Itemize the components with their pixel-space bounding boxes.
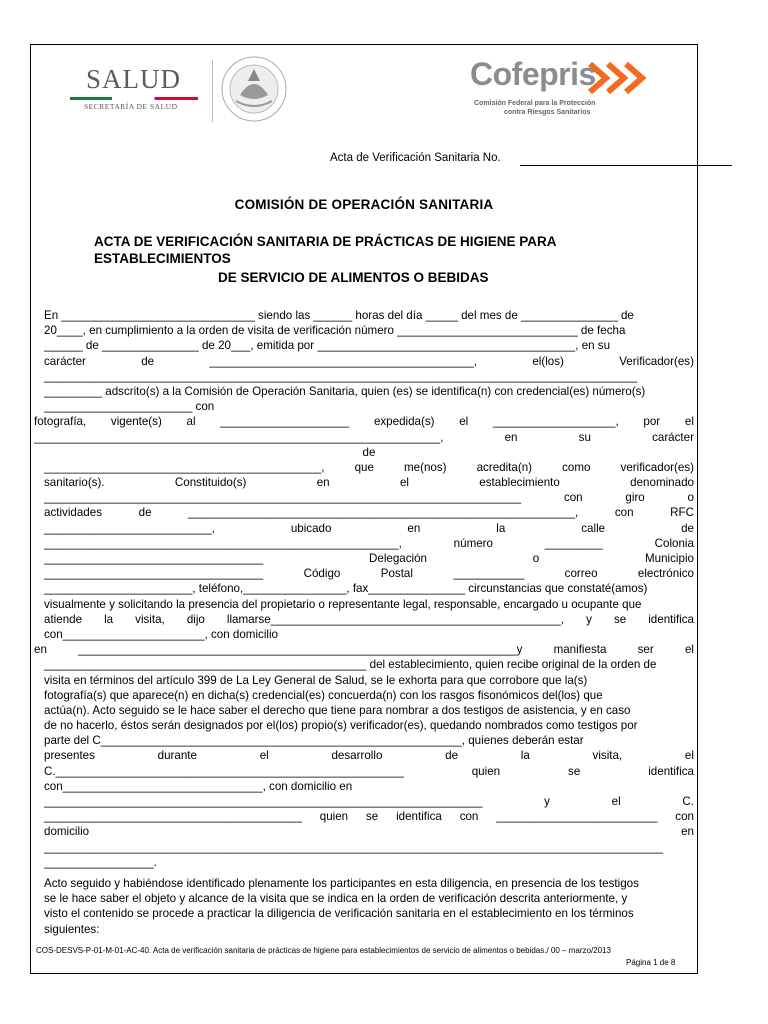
body-line: 20____, en cumplimiento a la orden de visita de verificación número ____________________________ de fecha	[44, 324, 626, 338]
body-word: se	[568, 764, 581, 778]
acta-body	[34, 308, 694, 870]
salud-logo-text: SALUD	[86, 64, 182, 94]
body-line: actúa(n). Acto seguido se le hace saber el derecho que tiene para nombrar a dos testigos de asistencia, y en caso	[44, 703, 631, 717]
body-line: visita en términos del artículo 399 de La Ley General de Salud, se le exhorta para que corrobore que la(s)	[44, 673, 588, 687]
body-word: en	[681, 825, 694, 839]
body-word: Postal	[380, 567, 413, 581]
body-word: carácter	[44, 354, 86, 368]
body-word: visita,	[135, 612, 165, 626]
body-line	[34, 642, 694, 657]
acta-closing-paragraph	[44, 876, 694, 937]
body-word: el(los)	[532, 354, 564, 368]
body-word: __________________________________	[44, 567, 264, 581]
body-word: Colonia	[654, 536, 694, 550]
body-word: vigente(s)	[110, 415, 162, 429]
closing-line: se le hace saber el objeto y alcance de la visita que se indica en la orden de verificación descrita anteriormente, y	[44, 892, 628, 906]
closing-line: Acto seguido y habiéndose identificado plenamente los participantes en esta diligencia, en presencia de los testigos	[44, 877, 639, 890]
body-line: con______________________, con domicilio	[44, 627, 279, 641]
title-acta-line1: ACTA DE VERIFICACIÓN SANITARIA DE PRÁCTICAS DE HIGIENE PARA ESTABLECIMIENTOS	[94, 234, 557, 266]
body-word: ____________________________________________________________,	[188, 506, 579, 520]
body-word: ___________	[453, 567, 525, 581]
salud-logo-subtitle: SECRETARÍA DE SALUD	[84, 102, 178, 111]
body-line	[44, 354, 694, 369]
title-acta-line2: DE SERVICIO DE ALIMENTOS O BEBIDAS	[218, 270, 489, 285]
body-word: C.______________________________________________________	[44, 764, 404, 778]
body-word: _________________________	[496, 810, 658, 824]
body-word: me(nos)	[403, 460, 447, 474]
body-word: manifiesta	[553, 643, 607, 657]
body-word: acredita(n)	[476, 460, 533, 474]
body-word: denominado	[630, 476, 694, 490]
body-line	[34, 430, 694, 445]
body-word: presentes	[44, 749, 95, 763]
body-line	[44, 824, 694, 839]
body-word: ubicado	[290, 521, 332, 535]
body-word: con	[563, 491, 583, 505]
acta-number-label: Acta de Verificación Sanitaria No.	[330, 152, 501, 164]
body-word: __________________________________________________________________________	[44, 491, 522, 505]
body-line	[44, 521, 694, 536]
body-line: de no hacerlo, éstos serán designados por el(los) propio(s) verificador(es), quedando nombrados como testigos por	[44, 719, 638, 733]
salud-logo	[70, 60, 200, 115]
body-word: correo	[564, 567, 598, 581]
body-word: Delegación	[369, 552, 428, 565]
body-word: Municipio	[645, 552, 694, 565]
body-line	[44, 505, 694, 520]
body-word: Código	[303, 567, 341, 581]
body-line	[44, 460, 694, 475]
body-word: llamarse_____________________________________________,	[226, 612, 565, 626]
body-word: el	[684, 749, 694, 763]
body-line: visualmente y solicitando la presencia del propietario o representante legal, responsable, encargado u ocupante que	[44, 597, 642, 611]
body-line	[44, 809, 694, 824]
body-word: identifica	[648, 612, 694, 626]
body-word: ____________________________________________________________________	[44, 795, 483, 808]
body-word: desarrollo	[331, 749, 383, 763]
body-word: _______________________________________________________________,	[34, 430, 444, 444]
body-word: fotografía,	[34, 415, 87, 429]
body-word: y	[544, 795, 550, 808]
closing-line: visto el contenido se procede a practicar la diligencia de verificación sanitaria en el establecimiento en los términos	[44, 907, 634, 921]
body-word: dijo	[186, 612, 205, 626]
body-word: __________________________________	[44, 552, 264, 565]
body-word: de	[445, 749, 459, 763]
body-word: al	[186, 415, 196, 429]
body-word: Constituido(s)	[174, 476, 247, 490]
body-word: de	[141, 354, 155, 368]
body-line	[44, 612, 694, 627]
body-line: _________ adscrito(s) a la Comisión de Operación Sanitaria, quien (es) se identifica(n) con credencial(es) número(s)	[44, 384, 646, 398]
body-word: __________________________,	[44, 521, 215, 535]
body-line: ____________________________________________________________________________________________	[44, 369, 638, 383]
body-word: expedida(s)	[373, 415, 435, 429]
acta-number-field[interactable]	[520, 165, 732, 166]
body-line: ______ de _______________ de 20___, emitida por ________________________________________, en su	[44, 339, 611, 353]
body-word: como	[562, 460, 591, 474]
body-word: RFC	[670, 506, 694, 520]
body-line	[44, 475, 694, 490]
body-word: en	[407, 521, 421, 535]
body-word: se	[613, 612, 627, 626]
body-word: la	[520, 749, 530, 763]
body-word: ___________________________________________,	[44, 460, 325, 474]
body-word: verificador(es)	[620, 460, 694, 474]
cofepris-subtitle-1: Comisión Federal para la Protección	[474, 100, 596, 107]
page-number: Página 1 de 8	[626, 958, 676, 967]
body-word: giro	[625, 491, 645, 505]
salud-flag-bar	[70, 97, 198, 100]
title-commission: COMISIÓN DE OPERACIÓN SANITARIA	[234, 197, 494, 212]
body-word: ____________________________________________________________________y	[78, 643, 523, 657]
body-line: fotografía(s) que aparece(n) en dicha(s) credencial(es) concuerda(n) con los rasgos fisonómicos del(los) que	[44, 688, 603, 702]
body-word: carácter	[652, 430, 694, 444]
body-word: en	[504, 430, 518, 444]
body-word: el	[684, 643, 694, 657]
body-word: o	[687, 491, 694, 505]
body-word: el	[259, 749, 269, 763]
body-word: domicilio	[44, 825, 90, 839]
footer-document-code: COS-DESVS-P-01-M-01-AC-40. Acta de verificación sanitaria de prácticas de higiene para establecimientos de servicio de alimentos o bebidas./ 00 – marzo/2013	[36, 946, 611, 955]
body-word: electrónico	[637, 567, 694, 581]
body-line: __________________________________________________ del establecimiento, quien recibe original de la orden de	[44, 658, 657, 672]
body-word: calle	[581, 521, 606, 535]
body-line: _________________.	[44, 855, 157, 869]
body-word: con	[675, 810, 694, 824]
body-word: actividades	[44, 506, 103, 520]
body-word: con	[459, 810, 479, 824]
body-word: con	[614, 506, 634, 520]
body-line	[44, 536, 694, 551]
cofepris-arrows-icon	[588, 60, 648, 96]
body-line	[34, 414, 694, 429]
body-word: _________	[544, 536, 603, 550]
body-word: por	[643, 415, 661, 429]
body-word: la	[104, 612, 114, 626]
body-word: ___________________,	[492, 415, 619, 429]
body-word: sanitario(s).	[44, 476, 105, 490]
body-word: de	[681, 521, 694, 535]
body-word: o	[532, 552, 540, 565]
body-line	[44, 794, 694, 809]
body-line: de	[362, 445, 376, 459]
body-word: visita,	[592, 749, 623, 763]
body-word: se	[365, 810, 379, 824]
body-line: con_______________________________, con domicilio en	[44, 779, 353, 793]
body-word: en	[34, 643, 47, 657]
mexico-seal-icon	[218, 55, 290, 123]
body-word: atiende	[44, 612, 83, 626]
body-word: identifica	[396, 810, 442, 824]
body-line	[44, 551, 694, 566]
body-word: durante	[157, 749, 197, 763]
body-line	[44, 748, 694, 763]
body-word: _________________________________________,	[209, 354, 478, 368]
body-word: Verificador(es)	[619, 354, 694, 368]
body-line	[44, 764, 694, 779]
body-word: la	[496, 521, 506, 535]
body-word: el	[684, 415, 694, 429]
body-word: ____________________	[220, 415, 350, 429]
cofepris-logo	[470, 56, 650, 122]
body-word: identifica	[648, 764, 694, 778]
body-word: número	[453, 536, 493, 550]
body-line: _______________________ con	[44, 400, 215, 414]
body-word: _______________________________________________________,	[44, 536, 402, 550]
body-word: C.	[682, 795, 694, 808]
logo-divider	[212, 60, 213, 122]
body-word: de	[138, 506, 152, 520]
body-word: el	[611, 795, 621, 808]
body-word: en	[316, 476, 330, 490]
body-word: su	[578, 430, 591, 444]
body-word: el	[459, 415, 469, 429]
body-line	[44, 566, 694, 581]
body-line: ________________________________________________________________________________________________	[44, 840, 663, 854]
body-word: ser	[637, 643, 654, 657]
cofepris-logo-text: Cofepris	[470, 56, 596, 92]
body-line: En ______________________________ siendo las ______ horas del día _____ del mes de _______________ de	[44, 309, 634, 322]
body-word: ________________________________________	[44, 810, 302, 824]
body-word: y	[586, 612, 592, 626]
body-word: que	[354, 460, 374, 474]
body-line: parte del C________________________________________________________, quienes deberán estar	[44, 734, 584, 748]
body-word: establecimiento	[479, 476, 560, 490]
cofepris-subtitle-2: contra Riesgos Sanitarios	[504, 109, 591, 116]
body-word: quien	[319, 810, 349, 824]
body-word: el	[399, 476, 409, 490]
body-word: quien	[471, 764, 501, 778]
body-line	[44, 490, 694, 505]
body-line: _______________________, teléfono,________________, fax_______________ circunstancias que constaté(amos)	[44, 582, 648, 596]
closing-line: siguientes:	[44, 922, 100, 936]
